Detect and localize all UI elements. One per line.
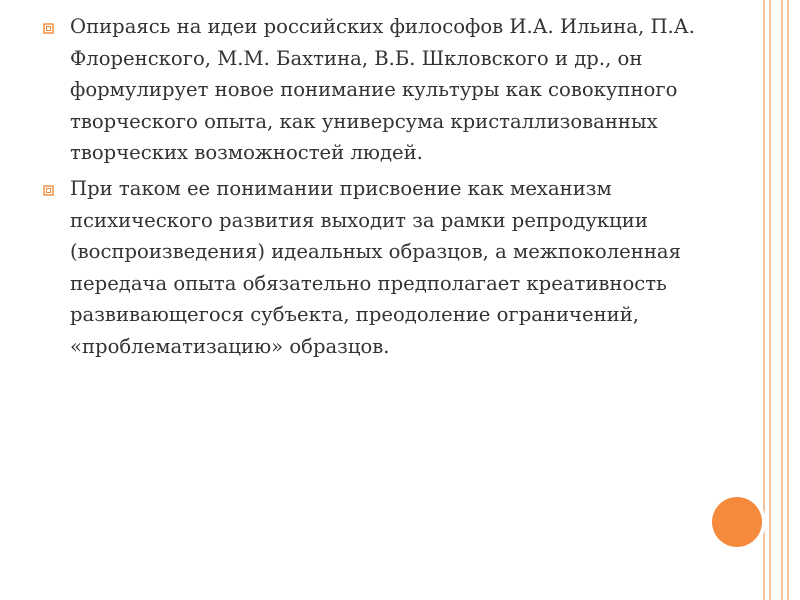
- decorative-vertical-line: [769, 0, 771, 600]
- bullet-icon: [43, 23, 54, 34]
- bullet-text: Опираясь на идеи российских философов И.А. Ильина, П.А. Флоренского, М.М. Бахтина, В.Б. Шкловского и др., он формулирует новое понимание культуры как совокупного творческого опыта, как универсума кристаллизованных творческих возможностей людей.: [70, 15, 695, 165]
- bullet-icon: [43, 185, 54, 196]
- decorative-vertical-line: [781, 0, 783, 600]
- decorative-vertical-line: [787, 0, 789, 600]
- decorative-orange-circle: [712, 497, 762, 547]
- decorative-vertical-line: [763, 0, 765, 600]
- bullet-item: [38, 11, 728, 169]
- bullet-item: [38, 173, 728, 363]
- slide-body: [38, 11, 728, 367]
- bullet-text: При таком ее понимании присвоение как механизм психического развития выходит за рамки репродукции (воспроизведения) идеальных образцов, а межпоколенная передача опыта обязательно предполагает креативность развивающегося субъекта, преодоление ограничений, «проблематизацию» образцов.: [70, 176, 681, 358]
